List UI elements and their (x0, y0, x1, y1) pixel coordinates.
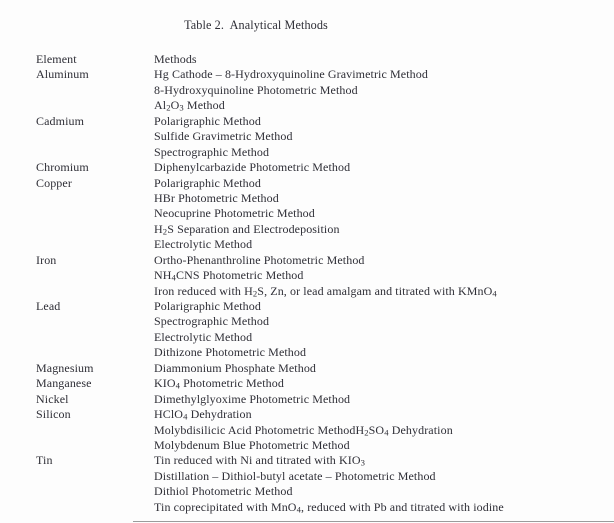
method-cell: HBr Photometric Method (154, 190, 279, 205)
method-cell: Polarigraphic Method (154, 175, 261, 190)
method-cell: Electrolytic Method (154, 237, 253, 252)
method-cell: Diammonium Phosphate Method (154, 360, 317, 375)
table-row (36, 83, 596, 98)
element-cell: Iron (36, 252, 57, 267)
method-cell: 8-Hydroxyquinoline Photometric Method (154, 82, 358, 97)
table-row (36, 222, 596, 237)
table-row (36, 206, 596, 221)
element-cell: Cadmium (36, 113, 85, 128)
element-cell (36, 268, 154, 283)
table-row (36, 469, 596, 484)
element-cell (36, 330, 154, 345)
element-cell (36, 438, 154, 453)
method-cell: Molybdenum Blue Photometric Method (154, 437, 350, 452)
method-cell: Distillation – Dithiol-butyl acetate – Photometric Method (154, 468, 436, 483)
element-cell: Nickel (36, 391, 69, 406)
analytical-methods-table (36, 52, 596, 515)
table-row (36, 314, 596, 329)
element-cell (36, 314, 154, 329)
element-cell: Magnesium (36, 360, 94, 375)
table-row (36, 160, 596, 175)
element-cell (36, 284, 154, 299)
table-row (36, 345, 596, 360)
method-cell: $Al_2O_3$ Method (154, 98, 225, 113)
method-cell: Spectrographic Method (154, 314, 270, 329)
method-cell: Tin coprecipitated with MnO$_4$, reduced with Pb and titrated with iodine (154, 499, 504, 515)
table-rows (36, 67, 596, 515)
table-row (36, 67, 596, 82)
element-cell (36, 191, 154, 206)
element-cell (36, 98, 154, 113)
element-cell (36, 206, 154, 221)
method-cell: Ortho-Phenanthroline Photometric Method (154, 252, 365, 267)
method-cell: Tin reduced with Ni and titrated with $KIO_3$ (154, 453, 366, 468)
table-row (36, 299, 596, 314)
method-cell: Electrolytic Method (154, 329, 253, 344)
method-cell: Sulfide Gravimetric Method (154, 129, 293, 144)
table-header-row (36, 52, 596, 67)
element-cell: Lead (36, 299, 61, 313)
method-cell: Iron reduced with $H_2S$, Zn, or lead amalgam and titrated with KMnO$_4$ (154, 283, 497, 299)
method-cell: $H_2S$ Separation and Electrodeposition (154, 221, 340, 237)
table-row (36, 268, 596, 283)
method-cell: Neocuprine Photometric Method (154, 206, 315, 221)
element-cell (36, 129, 154, 144)
element-cell: Tin (36, 453, 53, 468)
element-cell (36, 500, 154, 515)
method-cell: Hg Cathode – 8-Hydroxyquinoline Gravimetric Method (154, 67, 428, 82)
table-row (36, 253, 596, 268)
element-cell: Aluminum (36, 67, 89, 82)
element-cell: Chromium (36, 160, 89, 175)
column-header-element: Element (36, 52, 77, 66)
table-row (36, 392, 596, 407)
table-row (36, 423, 596, 438)
element-cell (36, 484, 154, 499)
method-cell: $NH_4CNS$ Photometric Method (154, 268, 304, 283)
method-cell: Spectrographic Method (154, 144, 270, 159)
table-row (36, 330, 596, 345)
method-cell: Polarigraphic Method (154, 113, 261, 128)
table-row (36, 191, 596, 206)
table-title: Table 2. Analytical Methods (184, 18, 328, 32)
method-cell: Polarigraphic Method (154, 299, 261, 313)
method-cell: Diphenylcarbazide Photometric Method (154, 160, 351, 175)
table-row (36, 407, 596, 422)
table-row (36, 129, 596, 144)
element-cell (36, 83, 154, 98)
table-row (36, 145, 596, 160)
element-cell: Silicon (36, 407, 71, 422)
table-row (36, 453, 596, 468)
column-header-methods: Methods (154, 52, 197, 66)
table-row (36, 376, 596, 391)
table-row (36, 114, 596, 129)
method-cell: Dithiol Photometric Method (154, 484, 293, 499)
table-row (36, 176, 596, 191)
table-row (36, 284, 596, 299)
table-row (36, 438, 596, 453)
method-cell: HClO$_4$ Dehydration (154, 407, 252, 422)
method-cell: Dithizone Photometric Method (154, 345, 307, 360)
element-cell (36, 145, 154, 160)
table-row (36, 237, 596, 252)
table-row (36, 500, 596, 515)
table-row (36, 484, 596, 499)
table-row (36, 361, 596, 376)
table-row (36, 98, 596, 113)
table-bottom-rule (133, 521, 614, 522)
element-cell (36, 423, 154, 438)
element-cell (36, 469, 154, 484)
element-cell: Manganese (36, 376, 92, 391)
element-cell (36, 345, 154, 360)
method-cell: Dimethylglyoxime Photometric Method (154, 391, 351, 406)
element-cell (36, 222, 154, 237)
method-cell: Molybdisilicic Acid Photometric $MethodH_2SO_4$ Dehydration (154, 422, 453, 438)
element-cell: Copper (36, 175, 72, 190)
method-cell: $KIO_4$ Photometric Method (154, 376, 284, 391)
element-cell (36, 237, 154, 252)
